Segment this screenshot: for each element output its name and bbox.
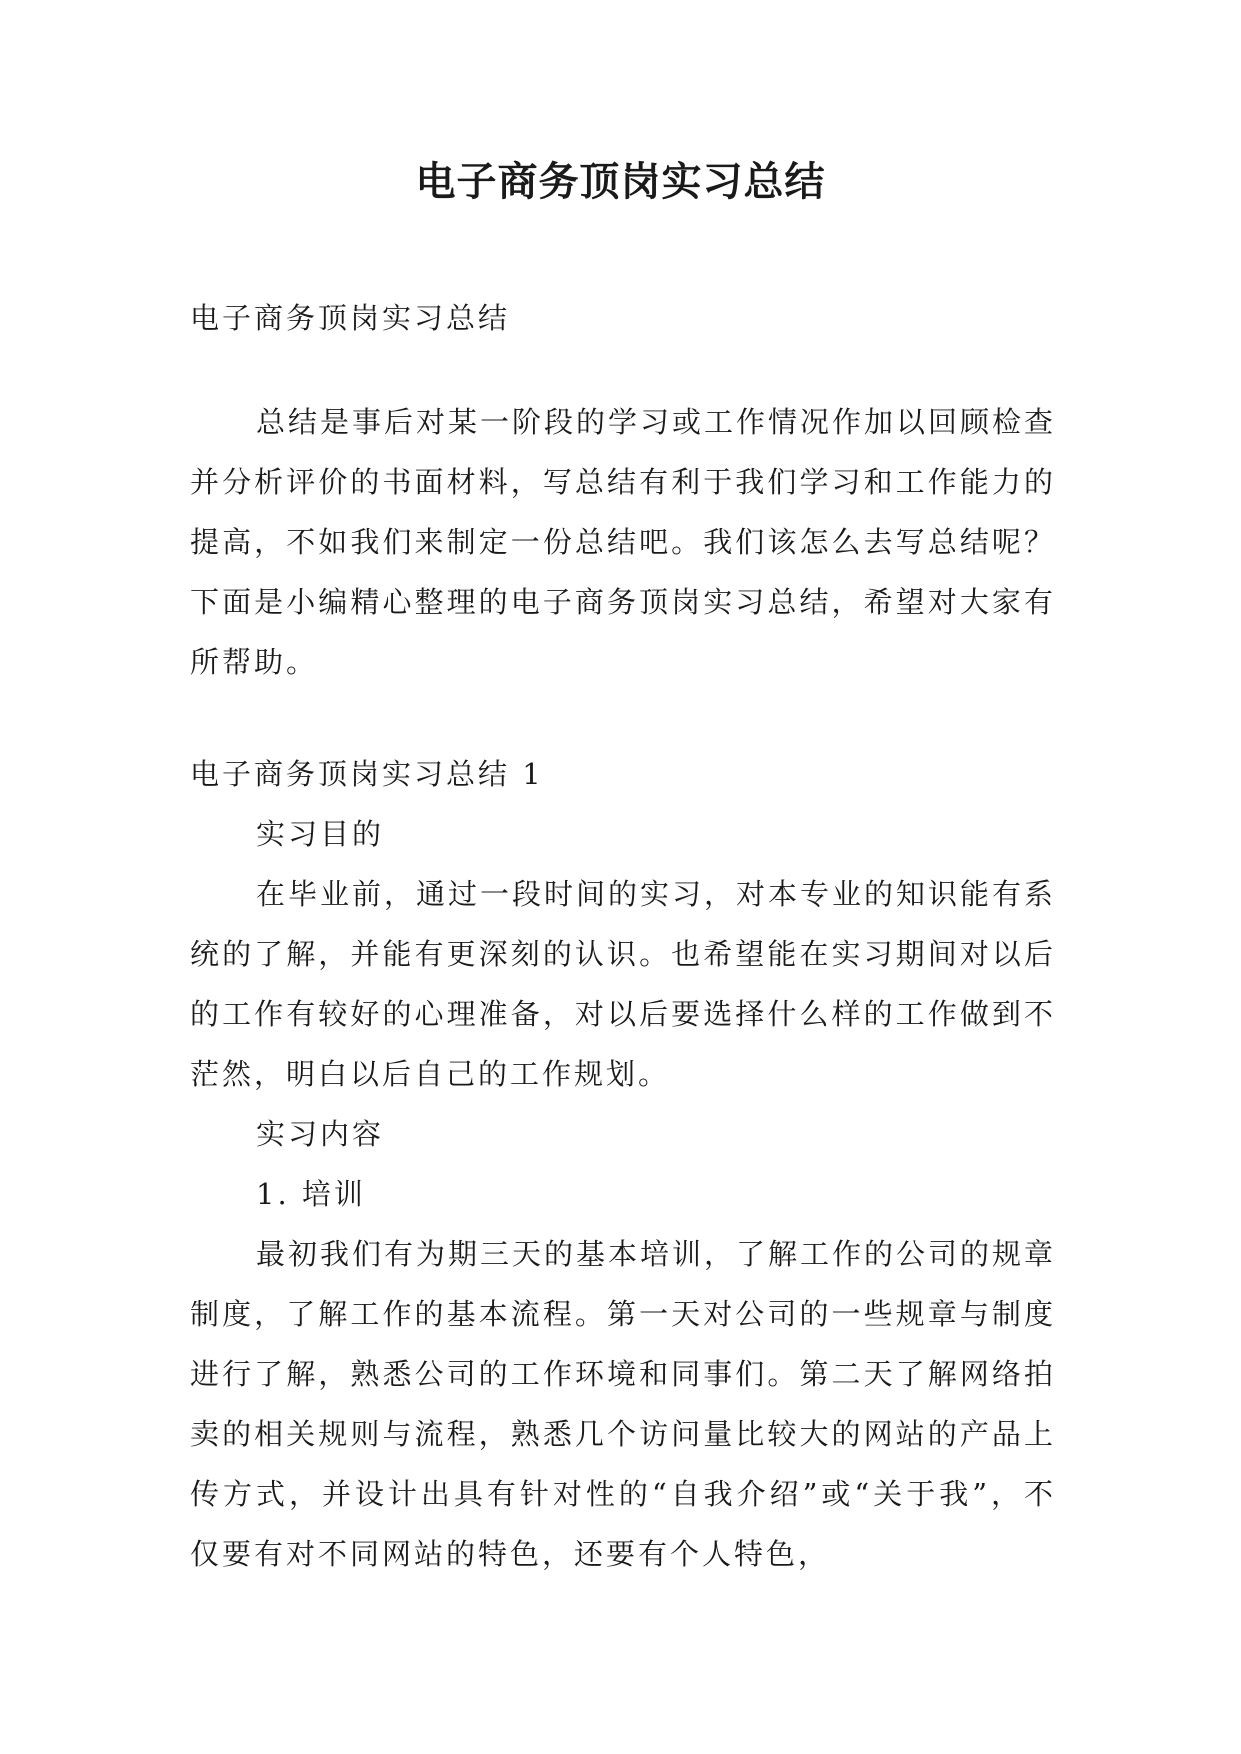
content-heading: 实习内容 — [256, 1117, 385, 1151]
document-body — [190, 288, 1056, 1584]
document-subtitle: 电子商务顶岗实习总结 — [190, 301, 511, 335]
purpose-paragraph: 在毕业前，通过一段时间的实习，对本专业的知识能有系统的了解，并能有更深刻的认识。也希望能在实习期间对以后的工作有较好的心理准备，对以后要选择什么样的工作做到不茫然，明白以后自己的工作规划。 — [190, 877, 1057, 1091]
document-title: 电子商务顶岗实习总结 — [415, 158, 826, 205]
intro-paragraph: 总结是事后对某一阶段的学习或工作情况作加以回顾检查并分析评价的书面材料，写总结有利于我们学习和工作能力的提高，不如我们来制定一份总结吧。我们该怎么去写总结呢？下面是小编精心整理的电子商务顶岗实习总结，希望对大家有所帮助。 — [190, 405, 1057, 679]
section-heading: 电子商务顶岗实习总结 1 — [190, 757, 544, 791]
training-paragraph: 最初我们有为期三天的基本培训，了解工作的公司的规章制度，了解工作的基本流程。第一天对公司的一些规章与制度进行了解，熟悉公司的工作环境和同事们。第二天了解网络拍卖的相关规则与流程，熟悉几个访问量比较大的网站的产品上传方式，并设计出具有针对性的“自我介绍”或“关于我”，不仅要有对不同网站的特色，还要有个人特色， — [190, 1237, 1057, 1571]
training-heading: 1. 培训 — [256, 1177, 366, 1211]
purpose-heading: 实习目的 — [256, 817, 385, 851]
